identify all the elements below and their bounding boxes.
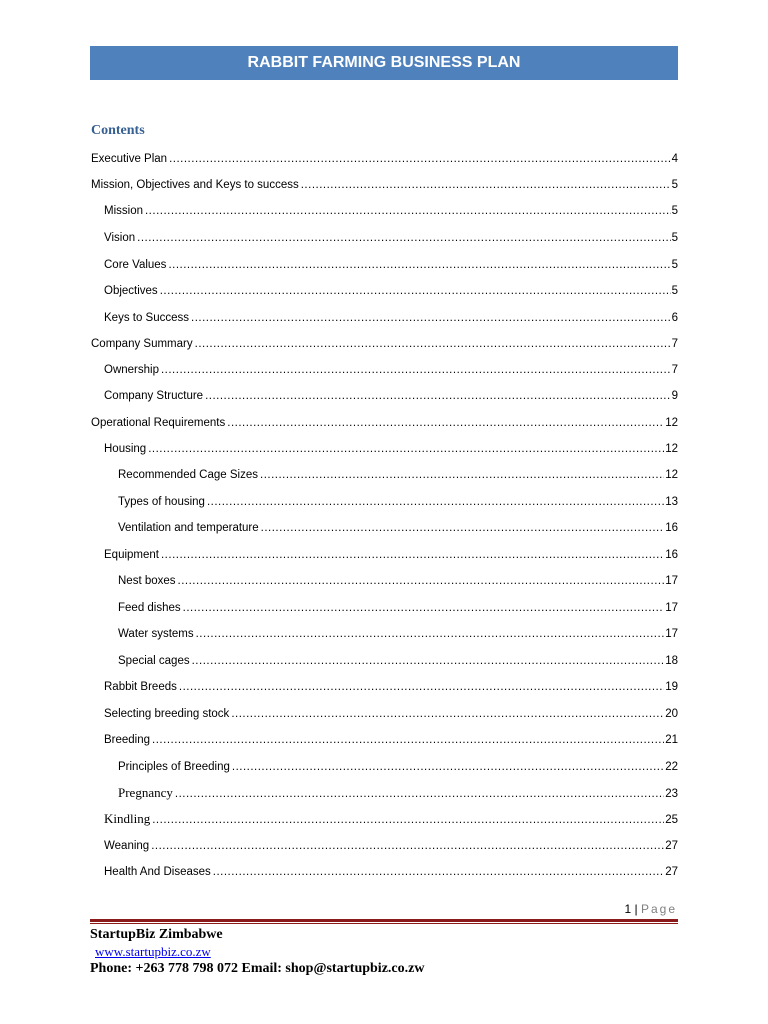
- toc-entry-page: 17: [665, 575, 678, 587]
- toc-leader-dots: [161, 362, 671, 378]
- toc-entry-label: Nest boxes: [118, 575, 176, 587]
- toc-entry-page: 13: [665, 496, 678, 508]
- toc-entry-label: Types of housing: [118, 496, 205, 508]
- toc-leader-dots: [145, 203, 671, 219]
- toc-entry-page: 7: [671, 338, 678, 350]
- toc-entry-page: 4: [671, 153, 678, 165]
- toc-entry-label: Feed dishes: [118, 602, 181, 614]
- toc-entry[interactable]: [104, 257, 678, 273]
- toc-entry-label: Special cages: [118, 655, 190, 667]
- toc-entry[interactable]: [118, 653, 678, 669]
- toc-entry[interactable]: [118, 759, 678, 775]
- toc-entry[interactable]: [104, 706, 678, 722]
- toc-leader-dots: [261, 520, 665, 536]
- toc-entry-page: 12: [665, 417, 678, 429]
- toc-entry-page: 19: [665, 681, 678, 693]
- toc-entry-label: Recommended Cage Sizes: [118, 469, 258, 481]
- toc-entry-page: 12: [665, 443, 678, 455]
- toc-leader-dots: [227, 415, 664, 431]
- toc-entry[interactable]: [104, 838, 678, 854]
- toc-entry-page: 18: [665, 655, 678, 667]
- toc-leader-dots: [148, 441, 664, 457]
- toc-leader-dots: [195, 336, 671, 352]
- footer-website-link[interactable]: www.startupbiz.co.zw: [95, 944, 211, 959]
- toc-leader-dots: [168, 257, 670, 273]
- page-number: [624, 902, 677, 916]
- toc-leader-dots: [207, 494, 664, 510]
- toc-entry-label: Operational Requirements: [91, 417, 226, 429]
- toc-entry-label: Company Structure: [104, 390, 204, 402]
- toc-leader-dots: [191, 310, 671, 326]
- toc-entry-page: 6: [671, 312, 678, 324]
- toc-entry[interactable]: [118, 520, 678, 536]
- toc-entry[interactable]: [104, 864, 678, 880]
- document-title-banner: [90, 46, 678, 80]
- toc-entry-label: Keys to Success: [104, 312, 190, 324]
- toc-leader-dots: [232, 759, 664, 775]
- toc-leader-dots: [152, 732, 664, 748]
- toc-leader-dots: [160, 283, 671, 299]
- toc-leader-dots: [192, 653, 665, 669]
- page-number-value: 1: [624, 902, 632, 916]
- toc-entry-page: 9: [671, 390, 678, 402]
- toc-entry-page: 21: [665, 734, 678, 746]
- toc-entry[interactable]: [118, 467, 678, 483]
- footer-contact-info: Phone: +263 778 798 072 Email: shop@startupbiz.co.zw: [90, 961, 425, 976]
- toc-leader-dots: [213, 864, 664, 880]
- toc-entry-label: Company Summary: [91, 338, 193, 350]
- toc-leader-dots: [161, 547, 664, 563]
- toc-entry[interactable]: [104, 362, 678, 378]
- toc-entry-page: 5: [671, 205, 678, 217]
- toc-entry-label: Health And Diseases: [104, 866, 211, 878]
- toc-entry-page: 17: [665, 602, 678, 614]
- toc-entry[interactable]: [118, 626, 678, 642]
- toc-entry[interactable]: [104, 547, 678, 563]
- toc-entry-page: 16: [665, 522, 678, 534]
- toc-entry-page: 16: [665, 549, 678, 561]
- document-title: RABBIT FARMING BUSINESS PLAN: [247, 54, 521, 71]
- toc-entry-label: Water systems: [118, 628, 194, 640]
- toc-entry-label: Vision: [104, 232, 136, 244]
- toc-entry-label: Mission: [104, 205, 143, 217]
- toc-entry[interactable]: [104, 441, 678, 457]
- toc-leader-dots: [301, 177, 671, 193]
- toc-entry-page: 7: [671, 364, 678, 376]
- toc-leader-dots: [175, 786, 664, 802]
- toc-entry[interactable]: [104, 388, 678, 404]
- toc-entry-page: 12: [665, 469, 678, 481]
- toc-entry-label: Pregnancy: [118, 785, 173, 800]
- toc-entry-label: Objectives: [104, 285, 158, 297]
- toc-entry[interactable]: [104, 811, 678, 827]
- toc-entry-label: Rabbit Breeds: [104, 681, 177, 693]
- toc-entry-label: Principles of Breeding: [118, 761, 230, 773]
- toc-entry-page: 5: [671, 259, 678, 271]
- toc-entry-page: 5: [671, 179, 678, 191]
- toc-leader-dots: [137, 230, 670, 246]
- toc-entry[interactable]: [118, 600, 678, 616]
- toc-leader-dots: [205, 388, 671, 404]
- toc-entry[interactable]: [118, 785, 678, 801]
- footer-rule-thin: [90, 923, 678, 924]
- toc-entry-label: Housing: [104, 443, 147, 455]
- toc-entry[interactable]: [104, 283, 678, 299]
- toc-entry[interactable]: [118, 573, 678, 589]
- contents-heading: Contents: [91, 123, 145, 138]
- toc-entry-label: Ownership: [104, 364, 159, 376]
- toc-entry-page: 17: [665, 628, 678, 640]
- toc-entry-label: Kindling: [104, 811, 151, 826]
- toc-entry-label: Core Values: [104, 259, 167, 271]
- toc-entry[interactable]: [91, 336, 678, 352]
- toc-entry-page: 5: [671, 285, 678, 297]
- toc-leader-dots: [260, 467, 664, 483]
- toc-entry-label: Ventilation and temperature: [118, 522, 259, 534]
- toc-leader-dots: [178, 573, 665, 589]
- toc-entry-label: Breeding: [104, 734, 151, 746]
- toc-entry-label: Equipment: [104, 549, 159, 561]
- toc-entry-label: Weaning: [104, 840, 150, 852]
- footer-rule-thick: [90, 919, 678, 922]
- toc-entry[interactable]: [104, 310, 678, 326]
- toc-entry[interactable]: [91, 415, 678, 431]
- toc-entry[interactable]: [104, 230, 678, 246]
- toc-entry[interactable]: [91, 177, 678, 193]
- toc-entry-page: 20: [665, 708, 678, 720]
- toc-entry[interactable]: [104, 203, 678, 219]
- toc-entry-page: 22: [665, 761, 678, 773]
- footer-company-name: StartupBiz Zimbabwe: [90, 927, 223, 942]
- toc-entry-label: Selecting breeding stock: [104, 708, 230, 720]
- toc-leader-dots: [196, 626, 665, 642]
- toc-leader-dots: [231, 706, 664, 722]
- toc-entry-label: Mission, Objectives and Keys to success: [91, 179, 299, 191]
- toc-entry[interactable]: [104, 679, 678, 695]
- page-number-separator: |: [634, 902, 638, 916]
- toc-leader-dots: [152, 812, 664, 828]
- toc-entry-page: 27: [665, 840, 678, 852]
- toc-entry-page: 23: [665, 788, 678, 800]
- toc-entry-page: 25: [665, 814, 678, 826]
- toc-leader-dots: [183, 600, 665, 616]
- toc-entry-page: 5: [671, 232, 678, 244]
- toc-entry-label: Executive Plan: [91, 153, 168, 165]
- toc-leader-dots: [169, 151, 671, 167]
- page-word: Page: [640, 902, 677, 916]
- toc-entry[interactable]: [118, 494, 678, 510]
- toc-leader-dots: [179, 679, 664, 695]
- toc-entry-page: 27: [665, 866, 678, 878]
- toc-entry[interactable]: [104, 732, 678, 748]
- toc-entry[interactable]: [91, 151, 678, 167]
- toc-leader-dots: [151, 838, 664, 854]
